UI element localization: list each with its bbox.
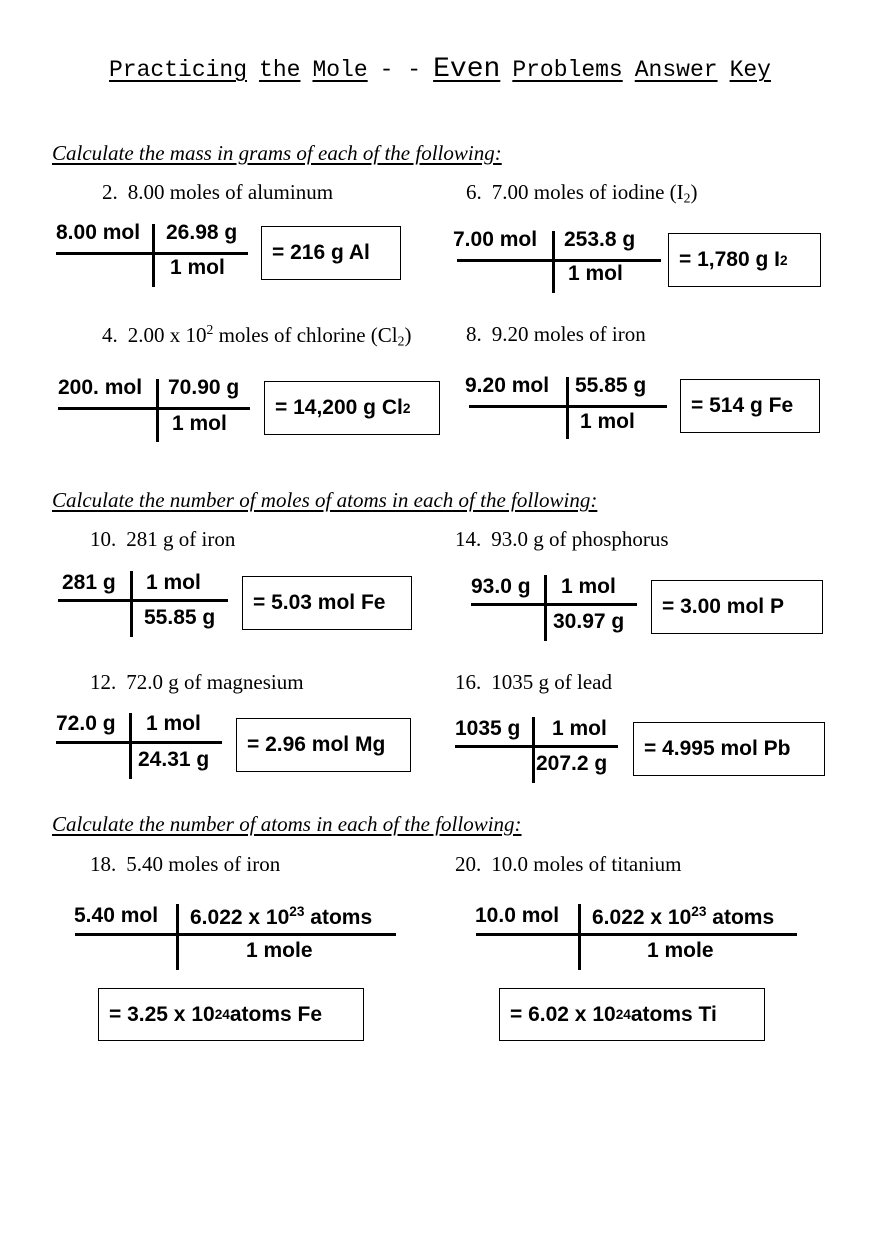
problem-number: 10. <box>90 527 117 551</box>
problem-16-answer-box: = 4.995 mol Pb <box>633 722 825 776</box>
problem-number: 18. <box>90 852 117 876</box>
fraction-divider <box>578 904 581 970</box>
problem-12-given: 72.0 g <box>56 712 116 735</box>
problem-18-statement: 18. 5.40 moles of iron <box>90 852 281 876</box>
problem-10-statement: 10. 281 g of iron <box>90 527 236 551</box>
problem-number: 6. <box>466 180 482 204</box>
problem-14-statement: 14. 93.0 g of phosphorus <box>455 527 669 551</box>
fraction-line <box>457 259 661 262</box>
fraction-divider <box>176 904 179 970</box>
title-word: Key <box>729 57 771 83</box>
problem-14-given: 93.0 g <box>471 575 531 598</box>
fraction-line <box>476 933 797 936</box>
problem-16-given: 1035 g <box>455 717 521 740</box>
problem-18-factor-denominator: 1 mole <box>246 939 313 962</box>
problem-18-given: 5.40 mol <box>74 904 159 927</box>
fraction-line <box>58 407 250 410</box>
problem-4-given: 200. mol <box>58 376 143 399</box>
fraction-line <box>471 603 637 606</box>
fraction-divider <box>532 717 535 783</box>
problem-2-statement: 2. 8.00 moles of aluminum <box>102 180 334 204</box>
title-word: Practicing <box>109 57 248 83</box>
section-heading-moles: Calculate the number of moles of atoms in each of the following: <box>52 488 598 512</box>
fraction-divider <box>152 224 155 287</box>
problem-8-answer-box: = 514 g Fe <box>680 379 820 433</box>
problem-8-factor-denominator: 1 mol <box>580 410 635 433</box>
problem-20-factor-numerator: 6.022 x $10^{23}$ atoms <box>592 904 775 930</box>
fraction-divider <box>544 575 547 641</box>
fraction-divider <box>566 377 569 439</box>
problem-20-answer-box: = 6.02 x 10 24 atoms Ti <box>499 988 765 1041</box>
problem-2-given: 8.00 mol <box>56 221 141 244</box>
problem-18-factor-numerator: 6.022 x $10^{23}$ atoms <box>190 904 373 930</box>
problem-12-factor-numerator: 1 mol <box>146 712 201 735</box>
title-dashes: - - <box>379 57 422 83</box>
fraction-divider <box>156 379 159 442</box>
problem-8-given: 9.20 mol <box>465 374 550 397</box>
title-word: Answer <box>634 57 718 83</box>
problem-18-answer-box: = 3.25 x 10 24 atoms Fe <box>98 988 364 1041</box>
problem-number: 2. <box>102 180 118 204</box>
fraction-line <box>75 933 396 936</box>
problem-14-answer-box: = 3.00 mol P <box>651 580 823 634</box>
problem-20-statement: 20. 10.0 moles of titanium <box>455 852 682 876</box>
problem-14-factor-numerator: 1 mol <box>561 575 616 598</box>
problem-8-factor-numerator: 55.85 g <box>575 374 647 397</box>
problem-12-statement: 12. 72.0 g of magnesium <box>90 670 304 694</box>
problem-14-factor-denominator: 30.97 g <box>553 610 625 633</box>
title-word-even: Even <box>433 54 501 85</box>
problem-6-factor-numerator: 253.8 g <box>564 228 636 251</box>
problem-4-factor-numerator: 70.90 g <box>168 376 240 399</box>
problem-2-factor-numerator: 26.98 g <box>166 221 238 244</box>
problem-6-given: 7.00 mol <box>453 228 538 251</box>
problem-6-statement: 6. 7.00 moles of iodine $(I_2)$ <box>466 180 698 206</box>
problem-16-statement: 16. 1035 g of lead <box>455 670 612 694</box>
problem-number: 8. <box>466 322 482 346</box>
problem-number: 14. <box>455 527 482 551</box>
problem-12-answer-box: = 2.96 mol Mg <box>236 718 411 772</box>
problem-2-factor-denominator: 1 mol <box>170 256 225 279</box>
fraction-divider <box>130 571 133 637</box>
problem-12-factor-denominator: 24.31 g <box>138 748 210 771</box>
problem-10-factor-denominator: 55.85 g <box>144 606 216 629</box>
fraction-line <box>56 741 222 744</box>
problem-4-statement: 4. 2.00 x $10^2$ moles of chlorine $(Cl_2)$ <box>102 322 412 349</box>
problem-6-factor-denominator: 1 mol <box>568 262 623 285</box>
problem-2-answer-box: = 216 g Al <box>261 226 401 280</box>
problem-10-factor-numerator: 1 mol <box>146 571 201 594</box>
fraction-divider <box>552 231 555 293</box>
section-heading-atoms: Calculate the number of atoms in each of the following: <box>52 812 522 836</box>
section-heading-mass: Calculate the mass in grams of each of the following: <box>52 141 502 165</box>
problem-16-factor-numerator: 1 mol <box>552 717 607 740</box>
problem-10-answer-box: = 5.03 mol Fe <box>242 576 412 630</box>
problem-number: 16. <box>455 670 482 694</box>
title-word: Mole <box>312 57 368 83</box>
page-title <box>0 54 880 85</box>
problem-6-answer-box: = 1,780 g I 2 <box>668 233 821 287</box>
problem-4-factor-denominator: 1 mol <box>172 412 227 435</box>
fraction-line <box>455 745 618 748</box>
problem-number: 4. <box>102 323 118 348</box>
title-word: Problems <box>512 57 623 83</box>
problem-20-given: 10.0 mol <box>475 904 560 927</box>
problem-8-statement: 8. 9.20 moles of iron <box>466 322 646 346</box>
problem-number: 20. <box>455 852 482 876</box>
problem-number: 12. <box>90 670 117 694</box>
fraction-divider <box>129 713 132 779</box>
problem-10-given: 281 g <box>62 571 116 594</box>
problem-16-factor-denominator: 207.2 g <box>536 752 608 775</box>
title-word: the <box>259 57 301 83</box>
fraction-line <box>58 599 228 602</box>
problem-4-answer-box: = 14,200 g Cl 2 <box>264 381 440 435</box>
problem-20-factor-denominator: 1 mole <box>647 939 714 962</box>
